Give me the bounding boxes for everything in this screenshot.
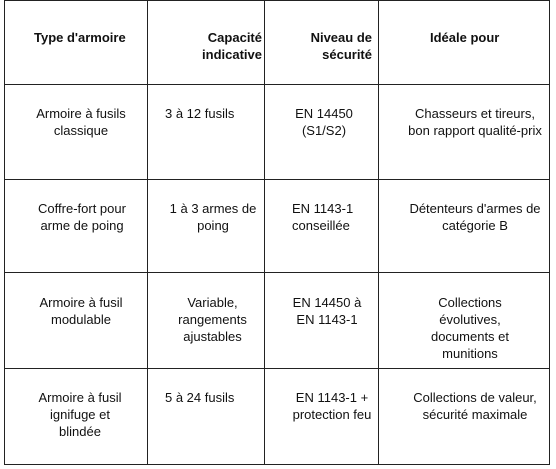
table-border	[4, 368, 550, 369]
row3-securite: EN 14450 à EN 1143-1	[292, 295, 362, 327]
table-border	[4, 0, 5, 465]
row4-ideale: Collections de valeur, sécurité maximale	[413, 390, 537, 422]
row1-securite: EN 14450 (S1/S2)	[295, 106, 353, 138]
table-border	[549, 0, 550, 465]
row3-capacite: Variable, rangements ajustables	[178, 295, 247, 344]
row4-securite: EN 1143-1 + protection feu	[292, 390, 372, 422]
header-type: Type d'armoire	[34, 30, 126, 45]
table-border	[4, 464, 550, 465]
table-border	[4, 179, 550, 180]
row4-type: Armoire à fusil ignifuge et blindée	[38, 390, 122, 439]
security-cabinet-table	[4, 0, 550, 465]
header-capacite: Capacité indicative	[202, 30, 262, 62]
row1-capacite: 3 à 12 fusils	[165, 106, 235, 121]
header-ideale: Idéale pour	[430, 30, 500, 45]
table-border	[4, 84, 550, 85]
row1-ideale: Chasseurs et tireurs, bon rapport qualité-prix	[408, 106, 542, 138]
row3-type: Armoire à fusil modulable	[39, 295, 123, 327]
table-border	[378, 0, 379, 465]
table-border	[4, 272, 550, 273]
row4-capacite: 5 à 24 fusils	[165, 390, 235, 405]
row2-capacite: 1 à 3 armes de poing	[169, 201, 257, 233]
row2-ideale: Détenteurs d'armes de catégorie B	[409, 201, 541, 233]
row1-type: Armoire à fusils classique	[36, 106, 126, 138]
table-border	[264, 0, 265, 465]
row2-type: Coffre-fort pour arme de poing	[38, 201, 126, 233]
table-border	[4, 0, 550, 1]
row2-securite: EN 1143-1 conseillée	[292, 201, 354, 233]
table-border	[147, 0, 148, 465]
row3-ideale: Collections évolutives, documents et munitions	[430, 295, 510, 361]
header-securite: Niveau de sécurité	[310, 30, 372, 62]
